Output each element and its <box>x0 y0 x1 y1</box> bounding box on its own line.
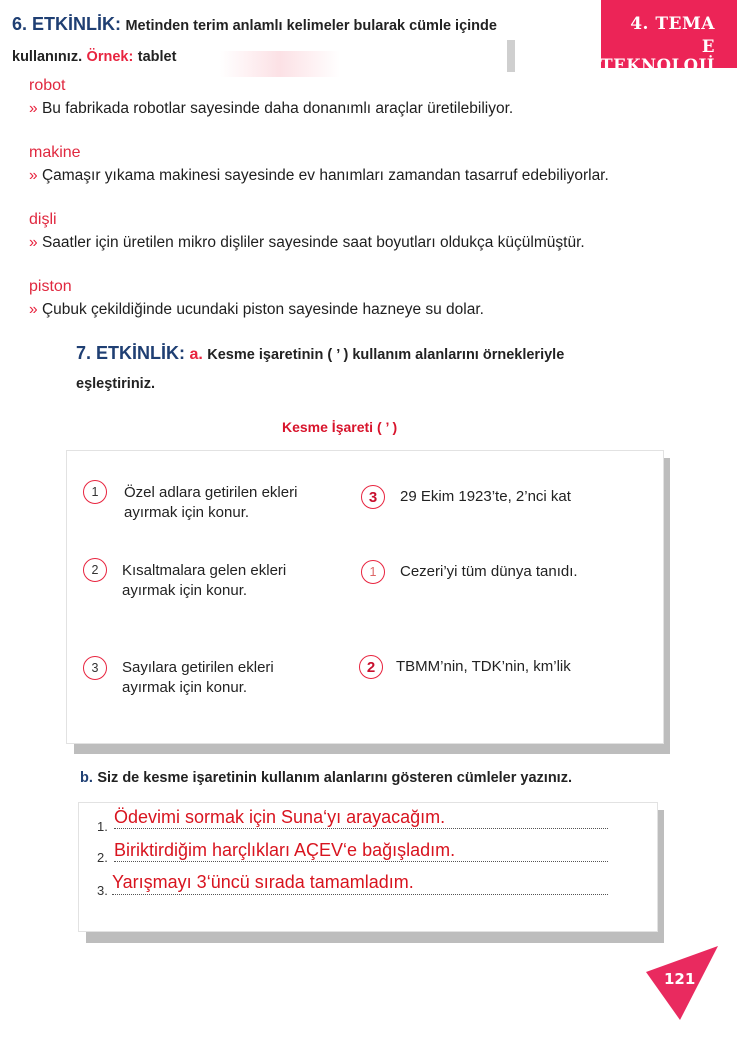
example-sentence-text: Çamaşır yıkama makinesi sayesinde ev hanımları zamandan tasarruf edebiliyorlar. <box>41 167 609 184</box>
bullet-mark: » <box>29 167 38 184</box>
answer-circle: 3 <box>361 485 385 509</box>
theme-badge <box>600 0 737 75</box>
theme-number: 4. TEMA <box>630 14 715 34</box>
example-sentence-text: Saatler için üretilen mikro dişliler sayesinde saat boyutları oldukça küçülmüştür. <box>41 234 585 251</box>
left-item <box>122 561 286 601</box>
bullet-mark: » <box>29 301 38 318</box>
activity7-label: 7. ETKİNLİK: <box>76 343 186 363</box>
activity7-heading <box>76 343 564 364</box>
example-word: tablet <box>137 49 177 65</box>
left-item-line2: ayırmak için konur. <box>122 679 248 696</box>
left-item-line1: Sayılara getirilen ekleri <box>122 659 274 676</box>
example-sentence <box>29 301 484 319</box>
right-item-text: Cezeri’yi tüm dünya tanıdı. <box>400 563 578 580</box>
section-subtitle: Kesme İşareti ( ’ ) <box>282 419 398 435</box>
example-sentence-text: Bu fabrikada robotlar sayesinde daha donanımlı araçlar üretilebiliyor. <box>41 100 514 117</box>
theme-name: E TEKNOLOJİ <box>600 37 715 75</box>
dotted-writing-line <box>114 861 608 862</box>
writing-card <box>78 802 658 932</box>
example-label: Örnek: <box>86 49 134 65</box>
example-sentence-text: Çubuk çekildiğinde ucundaki piston sayesinde hazneye su dolar. <box>41 301 484 318</box>
binding-mark <box>507 40 515 72</box>
example-term: dişli <box>29 211 57 228</box>
activity7-part-a: a. <box>189 346 203 363</box>
part-b-text: Siz de kesme işaretinin kullanım alanlarını gösteren cümleler yazınız. <box>97 770 572 786</box>
example-term: makine <box>29 144 81 161</box>
handwritten-answer: Yarışmayı 3‘üncü sırada tamamladım. <box>112 872 414 892</box>
matching-card <box>66 450 664 744</box>
example-sentence <box>29 234 585 252</box>
answer-line-number: 2. <box>97 850 108 865</box>
page-number: 121 <box>664 970 696 988</box>
print-smudge <box>220 51 340 77</box>
part-b-heading <box>80 769 572 787</box>
activity7-text-line1: Kesme işaretinin ( ’ ) kullanım alanlarını örnekleriyle <box>207 347 565 363</box>
right-item-text: TBMM’nin, TDK’nin, km’lik <box>396 658 571 675</box>
activity6-label: 6. ETKİNLİK: <box>12 14 122 34</box>
left-number-circle: 2 <box>83 558 107 582</box>
answer-circle: 2 <box>359 655 383 679</box>
example-term: piston <box>29 278 72 295</box>
answer-line-number: 1. <box>97 819 108 834</box>
dotted-writing-line <box>114 828 608 829</box>
example-sentence <box>29 167 609 185</box>
bullet-mark: » <box>29 234 38 251</box>
left-number-circle: 1 <box>83 480 107 504</box>
activity6-heading <box>12 14 497 35</box>
left-item-line2: ayırmak için konur. <box>122 582 248 599</box>
left-number-circle: 3 <box>83 656 107 680</box>
part-b-label: b. <box>80 770 93 786</box>
activity6-heading-line2 <box>12 48 176 66</box>
right-item-text: 29 Ekim 1923’te, 2’nci kat <box>400 488 571 505</box>
example-term: robot <box>29 77 66 94</box>
handwritten-answer: Biriktirdiğim harçlıkları AÇEV‘e bağışladım. <box>114 840 456 860</box>
activity6-text-line1: Metinden terim anlamlı kelimeler bularak cümle içinde <box>125 18 497 34</box>
left-item-line1: Özel adlara getirilen ekleri <box>124 484 298 501</box>
dotted-writing-line <box>112 894 608 895</box>
handwritten-answer: Ödevimi sormak için Suna‘yı arayacağım. <box>114 807 446 827</box>
answer-line-number: 3. <box>97 883 108 898</box>
left-item <box>122 658 274 698</box>
answer-circle: 1 <box>361 560 385 584</box>
activity7-text-line2: eşleştiriniz. <box>76 376 155 392</box>
bullet-mark: » <box>29 100 38 117</box>
left-item-line2: ayırmak için konur. <box>124 504 250 521</box>
activity6-text-line2: kullanınız. <box>12 49 83 65</box>
left-item-line1: Kısaltmalara gelen ekleri <box>122 562 287 579</box>
left-item <box>124 483 297 523</box>
example-sentence <box>29 100 513 118</box>
